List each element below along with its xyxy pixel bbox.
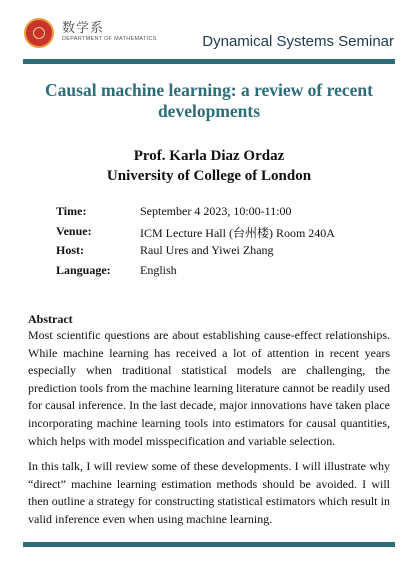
info-row-host	[56, 243, 396, 263]
info-row-time	[56, 204, 396, 224]
info-row-language	[56, 263, 396, 283]
info-value: September 4 2023, 10:00-11:00	[140, 204, 292, 218]
info-label: Time:	[56, 204, 87, 218]
event-info	[56, 204, 396, 282]
abstract-paragraph: Most scientific questions are about establishing cause-effect relationships. While machine learning has received a lot of attention in recent years especially when traditional statistical models are challenging, the prediction tools from the machine learning literature cannot be readily used for causal inference. In the last decade, major innovations have taken place incorporating machine learning tools into estimators for causal quantities, which helps with model misspecification and variable selection.	[28, 328, 390, 448]
talk-title: Causal machine learning: a review of recent developments	[45, 80, 373, 121]
top-divider	[23, 59, 395, 64]
abstract-paragraph: In this talk, I will review some of these developments. I will illustrate why “direct” machine learning estimation methods should be avoided. I will then outline a strategy for constructing statistical estimators which result in valid inference even when using machine learning.	[28, 459, 390, 526]
info-label: Venue:	[56, 223, 92, 238]
seminar-series-title: Dynamical Systems Seminar	[202, 33, 394, 50]
info-label: Language:	[56, 262, 111, 277]
info-value: ICM Lecture Hall (台州楼) Room 240A	[140, 225, 335, 240]
bottom-divider	[23, 542, 395, 547]
speaker-affiliation: University of College of London	[106, 168, 312, 184]
info-value: Raul Ures and Yiwei Zhang	[140, 243, 274, 257]
department-name-chinese: 数学系	[62, 21, 105, 36]
info-row-venue	[56, 224, 396, 244]
header	[0, 0, 418, 62]
info-value: English	[140, 262, 177, 277]
department-name-english: DEPARTMENT OF MATHEMATICS	[62, 36, 157, 42]
speaker-block	[30, 146, 388, 186]
abstract-heading: Abstract	[28, 312, 73, 326]
info-label: Host:	[56, 243, 84, 257]
university-logo-icon	[24, 18, 54, 48]
speaker-name: Prof. Karla Diaz Ordaz	[133, 148, 285, 164]
